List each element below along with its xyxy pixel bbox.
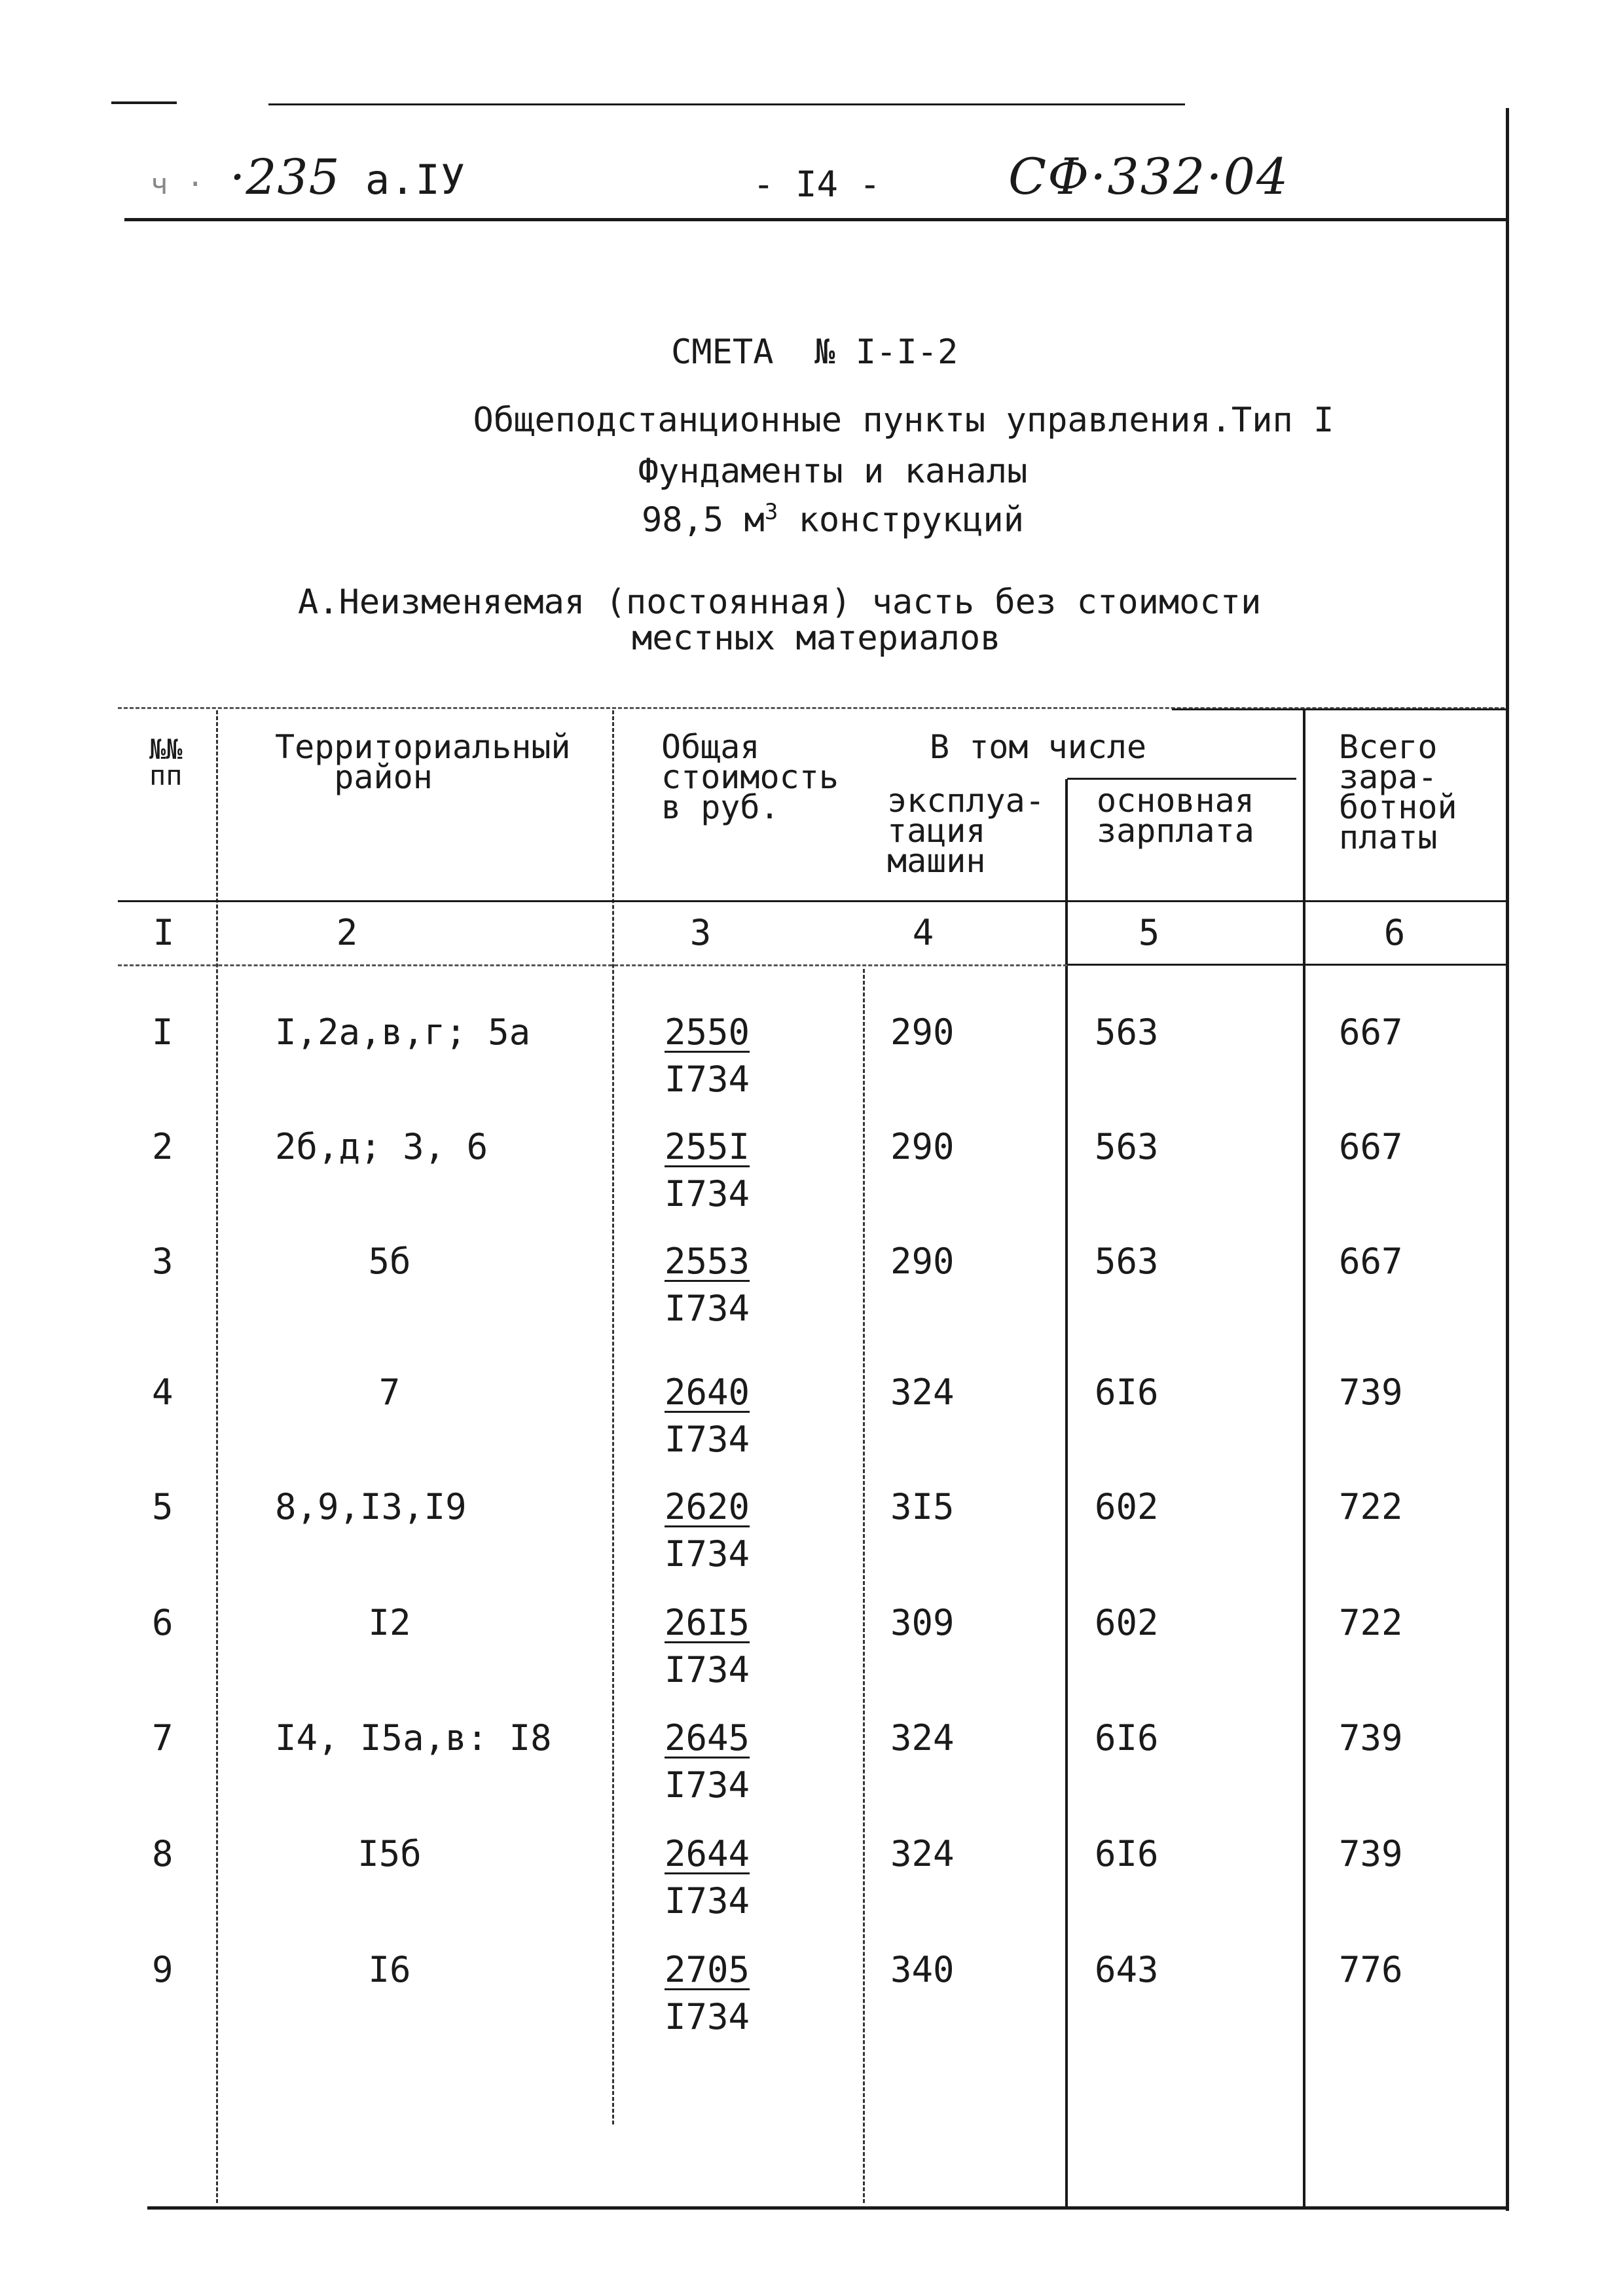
row-cost-total: 2620 — [665, 1486, 750, 1527]
row-cost-base: I734 — [665, 1059, 750, 1100]
row-base-wage: 563 — [1095, 1011, 1159, 1053]
row-total-wage: 722 — [1339, 1602, 1403, 1643]
table-top-rule-right — [1172, 708, 1509, 710]
row-total-wage: 722 — [1339, 1486, 1403, 1527]
colnum-bottom-rule — [1067, 964, 1509, 966]
row-base-wage: 563 — [1095, 1126, 1159, 1167]
row-base-wage: 6I6 — [1095, 1717, 1159, 1758]
row-cost-total: 2644 — [665, 1833, 750, 1874]
volume-unit-exponent: 3 — [764, 499, 778, 525]
row-number: 8 — [152, 1833, 173, 1874]
column-number: 5 — [1138, 912, 1160, 953]
row-machines: 3I5 — [890, 1486, 955, 1527]
row-number: I — [152, 1011, 173, 1053]
row-total-wage: 667 — [1339, 1011, 1403, 1053]
row-cost-total: 2550 — [665, 1011, 750, 1053]
volume-tail: конструкций — [778, 500, 1025, 540]
header-including: В том числе — [930, 728, 1147, 766]
sheet-reference — [151, 149, 465, 206]
row-machines: 340 — [890, 1949, 955, 1990]
row-total-wage: 667 — [1339, 1241, 1403, 1282]
row-machines: 290 — [890, 1126, 955, 1167]
top-rule — [268, 103, 1185, 105]
table-bottom-rule — [147, 2206, 1509, 2210]
row-machines: 324 — [890, 1833, 955, 1874]
col-sep-4 — [1065, 779, 1068, 2210]
row-number: 4 — [152, 1372, 173, 1413]
estimate-title: СМЕТА № I-I-2 — [671, 333, 958, 372]
column-number: 4 — [912, 912, 934, 953]
row-machines: 324 — [890, 1372, 955, 1413]
row-district: 7 — [378, 1372, 401, 1413]
row-total-wage: 739 — [1339, 1833, 1403, 1874]
row-number: 9 — [152, 1949, 173, 1990]
row-cost-total: 2645 — [665, 1717, 750, 1758]
row-machines: 290 — [890, 1241, 955, 1282]
column-number: 6 — [1383, 912, 1406, 953]
row-number: 2 — [152, 1126, 173, 1167]
row-number: 5 — [152, 1486, 173, 1527]
row-total-wage: 739 — [1339, 1372, 1403, 1413]
row-cost-total: 2705 — [665, 1949, 750, 1990]
row-cost-total: 255I — [665, 1126, 750, 1167]
header-rule — [124, 218, 1508, 221]
row-cost-base: I734 — [665, 1288, 750, 1329]
row-number: 7 — [152, 1717, 173, 1758]
row-cost-base: I734 — [665, 1649, 750, 1690]
header-row-number: №№ пп — [149, 733, 183, 792]
volume-value: 98,5 м — [641, 500, 765, 540]
row-cost-base: I734 — [665, 1173, 750, 1214]
row-cost-base: I734 — [665, 1419, 750, 1460]
row-total-wage: 667 — [1339, 1126, 1403, 1167]
sheet-number: ·235 — [229, 149, 340, 206]
row-cost-base: I734 — [665, 1880, 750, 1922]
row-district: I5б — [357, 1833, 422, 1874]
row-base-wage: 6I6 — [1095, 1372, 1159, 1413]
header-total-cost: Общая стоимость в руб. — [661, 728, 839, 826]
row-base-wage: 602 — [1095, 1602, 1159, 1643]
row-district: I2 — [368, 1602, 411, 1643]
group-header-rule — [1067, 778, 1296, 780]
col-sep-3 — [863, 969, 865, 2203]
header-machines: эксплуа- тация машин — [887, 782, 1045, 880]
document-code: СФ·332·04 — [1008, 147, 1290, 206]
row-cost-base: I734 — [665, 1996, 750, 2037]
header-bottom-rule — [118, 900, 1509, 902]
top-rule-left — [111, 101, 177, 104]
header-district: Территориальный район — [275, 728, 571, 796]
volume-line — [642, 499, 1024, 539]
sheet-suffix: а.IУ — [365, 156, 466, 204]
row-district: I6 — [368, 1949, 411, 1990]
row-cost-total: 2553 — [665, 1241, 750, 1282]
row-district: I,2а,в,г; 5а — [275, 1011, 531, 1053]
row-cost-total: 2640 — [665, 1372, 750, 1413]
row-district: 2б,д; 3, 6 — [275, 1126, 488, 1167]
row-cost-total: 26I5 — [665, 1602, 750, 1643]
col-sep-5 — [1303, 710, 1305, 2210]
row-base-wage: 563 — [1095, 1241, 1159, 1282]
page-number: - I4 - — [753, 164, 881, 205]
col-sep-2 — [612, 710, 614, 2124]
row-number: 3 — [152, 1241, 173, 1282]
header-total-wage: Всего зара- ботной платы — [1339, 728, 1457, 856]
row-base-wage: 602 — [1095, 1486, 1159, 1527]
object-title: Общеподстанционные пункты управления.Тип I — [473, 401, 1334, 440]
column-number: I — [153, 912, 175, 953]
row-district: 8,9,I3,I9 — [275, 1486, 467, 1527]
column-number: 2 — [336, 912, 358, 953]
section-title: А.Неизменяемая (постоянная) часть без стоимости — [298, 583, 1262, 622]
section-title-cont: местных материалов — [632, 619, 1001, 658]
row-total-wage: 776 — [1339, 1949, 1403, 1990]
row-machines: 309 — [890, 1602, 955, 1643]
row-cost-base: I734 — [665, 1533, 750, 1575]
header-base-wage: основная зарплата — [1097, 782, 1254, 850]
column-number: 3 — [689, 912, 712, 953]
row-district: 5б — [368, 1241, 411, 1282]
row-district: I4, I5а,в: I8 — [275, 1717, 552, 1758]
row-cost-base: I734 — [665, 1764, 750, 1806]
row-base-wage: 6I6 — [1095, 1833, 1159, 1874]
row-total-wage: 739 — [1339, 1717, 1403, 1758]
object-subtitle: Фундаменты и каналы — [638, 452, 1028, 491]
colnum-bottom-rule-dashed — [118, 964, 1067, 966]
row-number: 6 — [152, 1602, 173, 1643]
row-base-wage: 643 — [1095, 1949, 1159, 1990]
row-machines: 290 — [890, 1011, 955, 1053]
col-sep-1 — [216, 710, 218, 2203]
row-machines: 324 — [890, 1717, 955, 1758]
sheet-prefix: ч · — [151, 168, 205, 201]
page-frame-right — [1506, 108, 1509, 2211]
